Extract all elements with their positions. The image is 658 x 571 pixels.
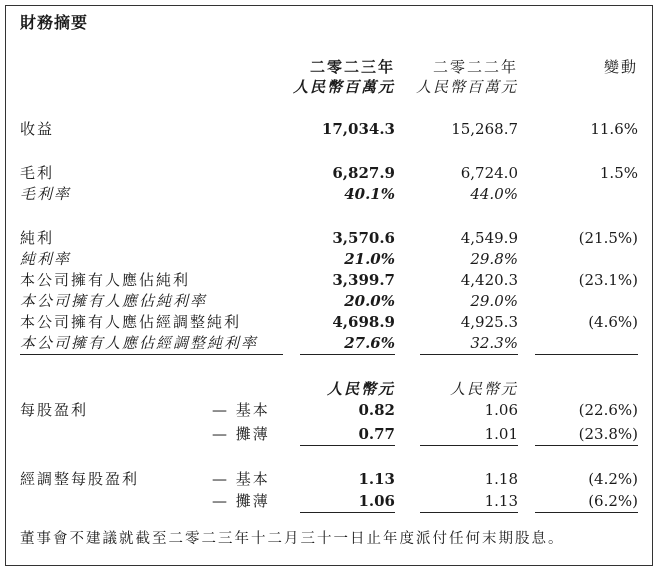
adj-eps-basic-change: (4.2%) (588, 470, 638, 488)
eps-diluted-change: (23.8%) (578, 425, 638, 443)
row-label-adj-profit: 本公司擁有人應佔經調整純利 (20, 313, 242, 331)
eps-diluted-2022: 1.01 (484, 425, 518, 443)
revenue-change: 11.6% (590, 120, 638, 138)
unit-2023: 人民幣百萬元 (292, 78, 395, 96)
header-2023: 二零二三年 (309, 58, 395, 76)
unit-2022: 人民幣百萬元 (415, 78, 518, 96)
rule-label (20, 354, 283, 355)
eps-label: 每股盈利 (20, 401, 89, 419)
rule-2022 (420, 354, 518, 355)
gross-margin-2023: 40.1% (344, 185, 395, 203)
row-label-revenue: 收益 (20, 120, 55, 138)
adj-eps-basic-2023: 1.13 (358, 470, 395, 488)
row-label-gross-margin: 毛利率 (20, 185, 72, 203)
eps-unit-2022: 人民幣元 (449, 380, 518, 398)
rule-change (535, 354, 638, 355)
row-label-adj-margin: 本公司擁有人應佔經調整純利率 (20, 334, 259, 352)
row-label-net-profit: 純利 (20, 229, 55, 247)
header-2022: 二零二二年 (432, 58, 518, 76)
owners-profit-change: (23.1%) (578, 271, 638, 289)
owners-margin-2023: 20.0% (344, 292, 395, 310)
eps-unit-2023: 人民幣元 (326, 380, 395, 398)
rule-eps-2022 (420, 445, 518, 446)
row-label-owners-margin: 本公司擁有人應佔純利率 (20, 292, 208, 310)
net-margin-2022: 29.8% (470, 250, 518, 268)
owners-profit-2022: 4,420.3 (460, 271, 518, 289)
header-change: 變動 (603, 58, 638, 76)
eps-diluted-2023: 0.77 (358, 425, 395, 443)
adj-profit-2022: 4,925.3 (460, 313, 518, 331)
eps-basic-label: — 基本 (212, 401, 270, 419)
gross-profit-2022: 6,724.0 (460, 164, 518, 182)
adj-margin-2023: 27.6% (344, 334, 395, 352)
rule-adj-eps-2023 (300, 512, 395, 513)
adj-profit-change: (4.6%) (588, 313, 638, 331)
adj-eps-diluted-label: — 攤薄 (212, 492, 270, 510)
adj-eps-diluted-2022: 1.13 (484, 492, 518, 510)
rule-adj-eps-2022 (420, 512, 518, 513)
eps-basic-2022: 1.06 (484, 401, 518, 419)
owners-profit-2023: 3,399.7 (332, 271, 395, 289)
dividend-footnote: 董事會不建議就截至二零二三年十二月三十一日止年度派付任何末期股息。 (20, 531, 565, 547)
eps-basic-change: (22.6%) (578, 401, 638, 419)
rule-adj-eps-change (535, 512, 638, 513)
net-profit-2023: 3,570.6 (332, 229, 395, 247)
section-title: 財務摘要 (20, 13, 89, 32)
revenue-2023: 17,034.3 (321, 120, 395, 138)
adj-eps-diluted-2023: 1.06 (358, 492, 395, 510)
adj-eps-basic-2022: 1.18 (484, 470, 518, 488)
rule-eps-2023 (300, 445, 395, 446)
net-profit-2022: 4,549.9 (460, 229, 518, 247)
adj-profit-2023: 4,698.9 (332, 313, 395, 331)
owners-margin-2022: 29.0% (470, 292, 518, 310)
eps-diluted-label: — 攤薄 (212, 425, 270, 443)
row-label-gross-profit: 毛利 (20, 164, 55, 182)
revenue-2022: 15,268.7 (451, 120, 518, 138)
net-margin-2023: 21.0% (344, 250, 395, 268)
adj-eps-diluted-change: (6.2%) (588, 492, 638, 510)
row-label-owners-profit: 本公司擁有人應佔純利 (20, 271, 191, 289)
rule-eps-change (535, 445, 638, 446)
gross-profit-2023: 6,827.9 (332, 164, 395, 182)
row-label-net-margin: 純利率 (20, 250, 72, 268)
gross-margin-2022: 44.0% (470, 185, 518, 203)
adj-eps-label: 經調整每股盈利 (20, 470, 140, 488)
adj-eps-basic-label: — 基本 (212, 470, 270, 488)
net-profit-change: (21.5%) (578, 229, 638, 247)
rule-2023 (300, 354, 395, 355)
gross-profit-change: 1.5% (599, 164, 638, 182)
adj-margin-2022: 32.3% (470, 334, 518, 352)
eps-basic-2023: 0.82 (358, 401, 395, 419)
